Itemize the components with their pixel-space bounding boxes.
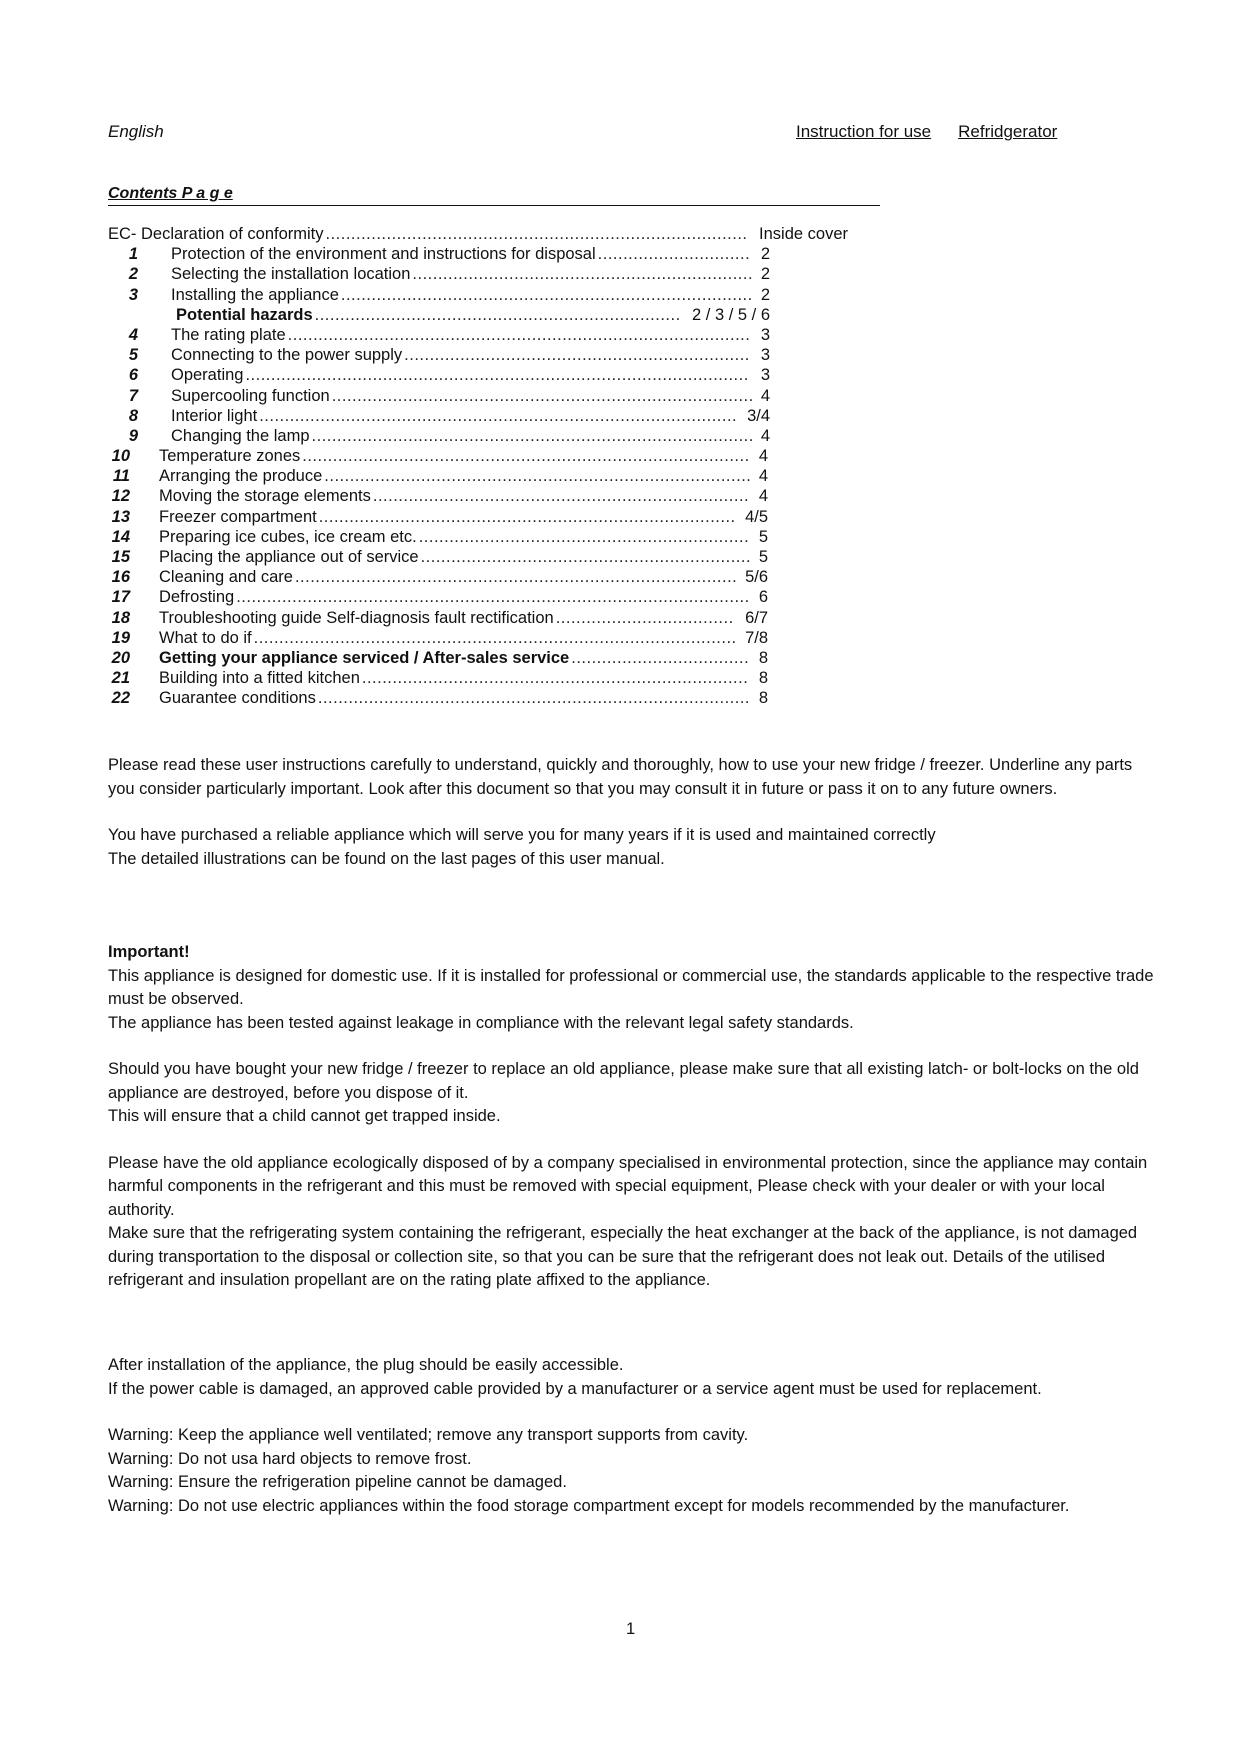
toc-entry-page: Inside cover [759,225,848,243]
toc-leader-dots: .............................. [597,245,751,264]
toc-entry [108,224,888,244]
toc-leader-dots: ................................................................................................... [245,366,749,385]
toc-entry-number: 11 [112,467,130,486]
toc-entry-title: The rating plate [171,325,286,344]
toc-entry-number: 14 [111,527,130,546]
toc-entry-title: Connecting to the power supply [171,346,403,365]
toc-leader-dots: .................................................................................... [324,467,752,486]
contents-title: Contents P a g e [108,185,233,202]
toc-leader-dots: ................................... [571,648,750,667]
toc-entry [108,264,888,284]
toc-entry-page: 6/7 [745,608,768,627]
toc-entry-title: Protection of the environment and instructions for disposal [171,245,596,264]
toc-entry-number: 4 [128,325,138,344]
toc-entry [108,325,888,345]
toc-entry [108,365,888,385]
toc-entry-title: What to do if [159,628,252,647]
toc-entry-number: 15 [111,548,130,566]
toc-entry-page: 4 [758,487,768,506]
important-refrigerant: Make sure that the refrigerating system containing the refrigerant, especially the heat exchanger at the back of the appliance, is not damaged during transportation to the disposal or collection site, so that you can be sure that the refrigerant does not leak out. Details of the utilised refrigerant and insulation propellant are on the rating plate affixed to the appliance. [108,1224,1138,1289]
toc-leader-dots: .................................................................... [404,346,750,365]
toc-entry [108,406,888,426]
toc-entry [108,486,888,506]
toc-entry-number: 18 [111,608,130,627]
toc-entry-title: Supercooling function [171,386,330,405]
toc-entry [108,628,888,648]
intro-section [108,754,1158,871]
page-number: 1 [626,1620,636,1638]
toc-entry-title: Operating [171,366,244,385]
toc-entry-page: 8 [758,648,768,667]
toc-leader-dots: ....................................................................................... [294,568,738,587]
toc-entry-page: 4 [760,386,770,405]
toc-entry-number: 8 [128,406,138,425]
toc-leader-dots: ................................... [555,608,734,627]
important-heading: Important! [108,943,190,961]
toc-entry-page: 4 [758,467,768,486]
toc-entry [108,305,888,325]
toc-entry-number: 21 [111,669,130,688]
intro-illustrations: The detailed illustrations can be found on the last pages of this user manual. [108,849,665,868]
toc-entry-number: 13 [111,507,130,526]
toc-entry-page: 5/6 [745,568,768,587]
toc-entry-number: 16 [111,568,130,587]
warnings-section [108,1424,1158,1518]
toc-entry-title: Potential hazards [176,305,313,324]
toc-entry-title: Temperature zones [159,447,301,466]
toc-leader-dots: ................................................................................... [331,386,754,405]
toc-entry-number: 9 [128,426,138,445]
toc-entry-title: Freezer compartment [159,507,317,526]
toc-entry [108,466,888,486]
intro-reliability: You have purchased a reliable appliance which will serve you for many years if it is used and maintained correctly [108,826,936,844]
toc-entry-page: 2 [760,245,770,264]
toc-leader-dots: ..................................................................................... [317,689,751,708]
toc-entry-page: 5 [758,527,768,546]
toc-leader-dots: ................................................................. [418,527,750,546]
installation-section [108,1354,1158,1401]
toc-entry-page: 2 [760,265,770,284]
toc-entry-title: Installing the appliance [171,285,339,304]
toc-entry [108,688,888,708]
warning-line: Warning: Ensure the refrigeration pipeline cannot be damaged. [108,1473,567,1491]
toc-entry-page: 8 [758,669,768,688]
toc-entry-title: EC- Declaration of conformity [108,225,324,243]
toc-leader-dots: ........................................................................................ [302,447,750,466]
toc-entry-page: 4 [760,426,770,445]
toc-leader-dots: ................................................................. [420,548,752,566]
warning-line: Warning: Keep the appliance well ventilated; remove any transport supports from cavity. [108,1426,749,1444]
toc-entry [108,345,888,365]
toc-entry-title: Defrosting [159,588,235,607]
toc-leader-dots: ................................................................... [412,265,754,284]
toc-entry-page: 5 [758,548,768,566]
toc-entry [108,426,888,446]
toc-entry [108,507,888,527]
toc-entry-page: 4/5 [745,507,768,526]
toc-entry-number: 1 [128,245,138,264]
table-of-contents [108,224,888,709]
installation-plug: After installation of the appliance, the plug should be easily accessible. [108,1356,624,1374]
toc-entry-number: 12 [111,487,130,506]
contents-heading [108,185,880,206]
toc-entry [108,547,888,567]
toc-entry [108,668,888,688]
toc-entry-page: 4 [758,447,768,466]
toc-entry-title: Getting your appliance serviced / After-sales service [159,648,570,667]
important-domestic-use: This appliance is designed for domestic use. If it is installed for professional or commercial use, the standards applicable to the respective trade must be observed. [108,966,1154,1008]
toc-entry-number: 10 [111,447,130,466]
toc-entry-number: 17 [111,588,130,607]
important-disposal: Please have the old appliance ecologically disposed of by a company specialised in environmental protection, since the appliance may contain harmful components in the refrigerant and this must be removed with special equipment, Please check with your dealer or with your local authority. [108,1153,1148,1219]
toc-entry-number: 7 [128,386,138,405]
toc-entry-title: Arranging the produce [159,467,323,486]
toc-entry-page: 2 / 3 / 5 / 6 [692,305,770,324]
toc-entry-number: 22 [111,689,130,708]
toc-leader-dots: ................................................................................... [325,225,748,243]
toc-entry-page: 3 [760,325,770,344]
toc-leader-dots: ........................................................................................... [287,325,751,344]
document-header [796,122,1057,142]
toc-entry [108,587,888,607]
toc-entry-page: 2 [760,285,770,304]
toc-entry-page: 8 [758,689,768,708]
toc-entry-number: 20 [111,648,130,667]
language-label: English [108,122,164,141]
important-child-safety: This will ensure that a child cannot get trapped inside. [108,1107,501,1125]
toc-entry [108,567,888,587]
toc-entry [108,386,888,406]
toc-entry-title: Changing the lamp [171,426,310,445]
toc-leader-dots: ........................................................................ [314,305,681,324]
toc-leader-dots: .......................................................................... [372,487,750,506]
doc-type-label: Instruction for use [796,122,932,141]
toc-entry [108,446,888,466]
toc-leader-dots: ................................................................................. [340,285,753,304]
toc-entry-title: Preparing ice cubes, ice cream etc. [159,527,417,546]
toc-entry-title: Placing the appliance out of service [159,548,419,566]
warning-line: Warning: Do not usa hard objects to remove frost. [108,1449,472,1468]
toc-entry-title: Troubleshooting guide Self-diagnosis fault rectification [159,608,554,627]
toc-entry-number: 6 [128,366,138,385]
toc-entry-number: 2 [128,265,138,284]
product-label: Refridgerator [958,122,1058,141]
toc-entry-page: 6 [758,588,768,607]
important-leakage: The appliance has been tested against leakage in compliance with the relevant legal safety standards. [108,1013,854,1032]
toc-leader-dots: ............................................................................ [361,669,749,688]
toc-entry-number: 3 [128,285,138,304]
installation-cable: If the power cable is damaged, an approved cable provided by a manufacturer or a service agent must be used for replacement. [108,1379,1042,1398]
toc-entry [108,527,888,547]
toc-entry-title: Interior light [171,406,258,425]
toc-entry [108,285,888,305]
toc-entry [108,648,888,668]
intro-paragraph: Please read these user instructions carefully to understand, quickly and thoroughly, how to use your new fridge / freezer. Underline any parts you consider particularly important. Look after this document so that you may consult it in future or pass it on to any future owners. [108,756,1133,798]
toc-entry-title: Moving the storage elements [159,487,371,506]
toc-leader-dots: ....................................................................................... [311,426,754,445]
toc-leader-dots: ............................................................................................... [253,628,737,647]
warning-line: Warning: Do not use electric appliances within the food storage compartment except for models recommended by the manufacturer. [108,1496,1070,1515]
toc-entry-title: Selecting the installation location [171,265,411,284]
toc-leader-dots: .............................................................................................. [259,406,738,425]
toc-entry-page: 3 [760,346,770,365]
toc-entry-page: 3 [760,366,770,385]
toc-leader-dots: ..................................................................................................... [236,588,750,607]
important-section [108,941,1158,1293]
toc-entry-number: 5 [128,346,138,365]
toc-entry-page: 7/8 [745,628,768,647]
important-old-appliance: Should you have bought your new fridge / freezer to replace an old appliance, please make sure that all existing latch- or bolt-locks on the old appliance are destroyed, before you dispose of it. [108,1060,1139,1102]
toc-entry-page: 3/4 [747,406,770,425]
toc-entry [108,608,888,628]
toc-entry-title: Building into a fitted kitchen [159,669,360,688]
toc-entry-title: Cleaning and care [159,568,293,587]
toc-leader-dots: .................................................................................. [318,507,736,526]
toc-entry [108,244,888,264]
toc-entry-number: 19 [111,628,130,647]
toc-entry-title: Guarantee conditions [159,689,316,708]
